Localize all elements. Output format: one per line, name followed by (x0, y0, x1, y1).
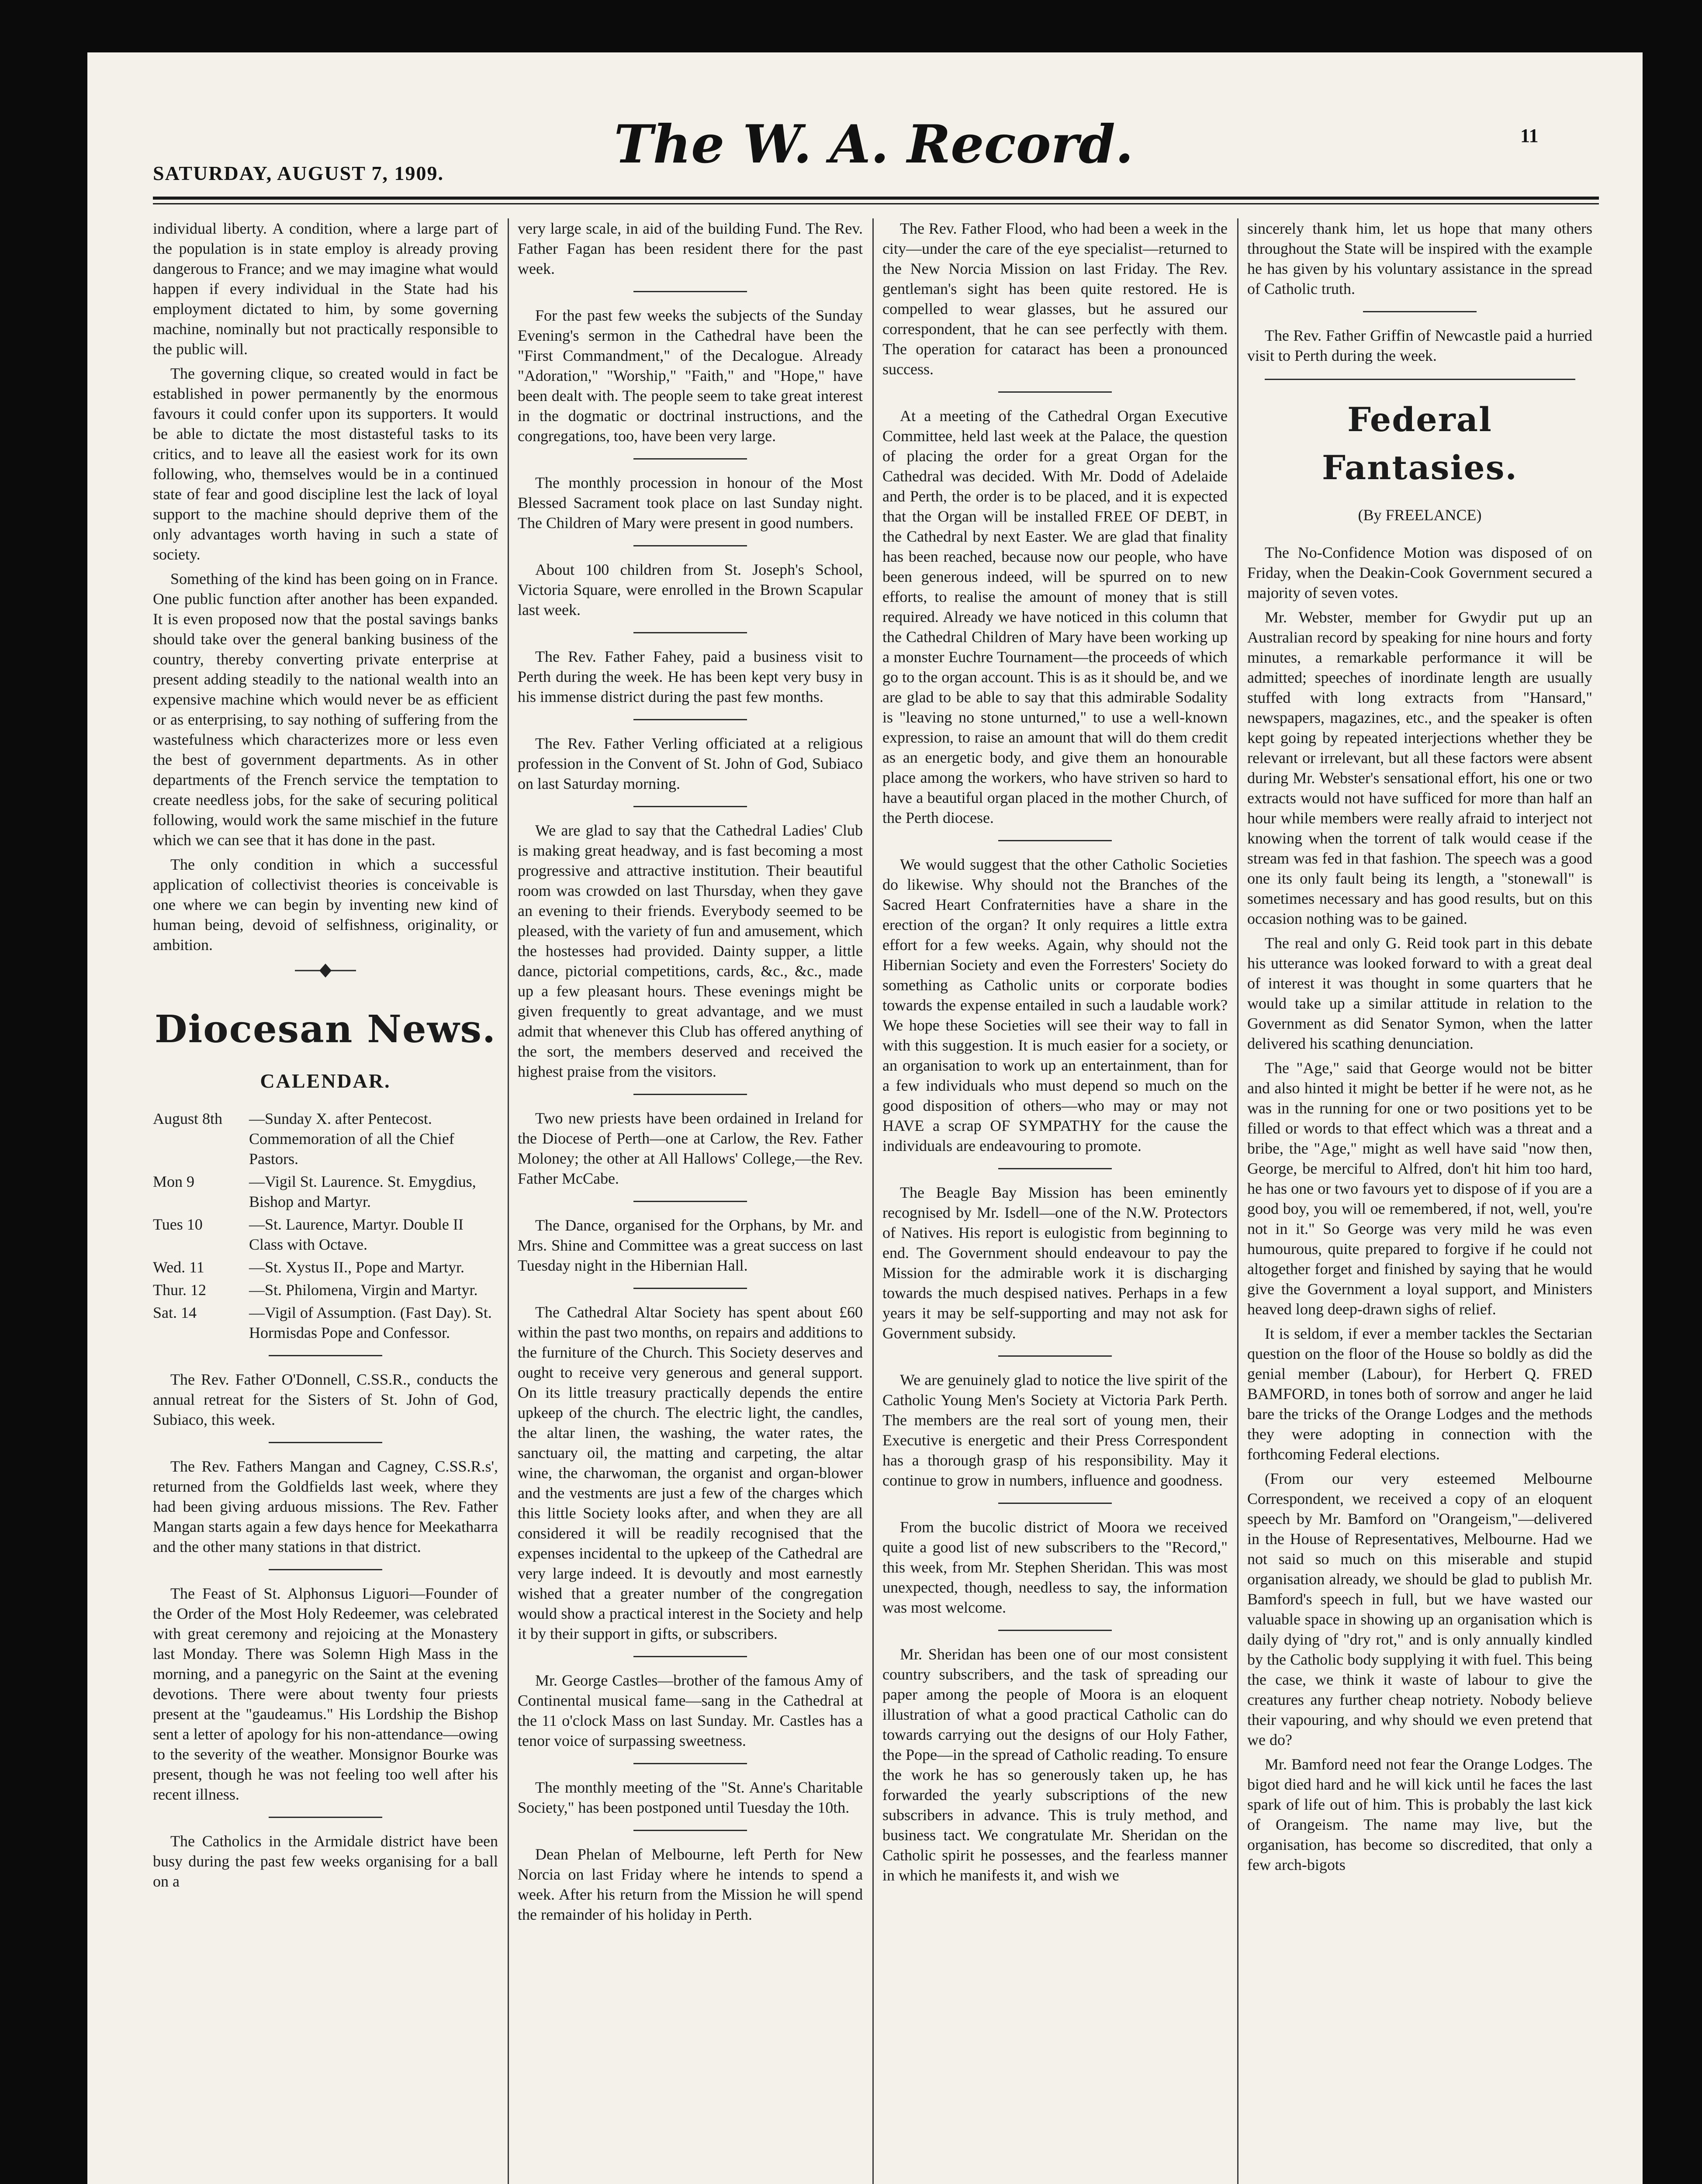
item-separator (633, 806, 747, 807)
news-item: The Rev. Father Flood, who had been a week in the city—under the care of the eye specialist—returned to the New Norcia Mission on last Friday. The Rev. gentleman's sight has been quite restored. He is compelled to wear glasses, but he assured our correspondent, that he can see perfectly with them. The operation for cataract has been a pronounced success. (882, 220, 1228, 378)
article-paragraph: The "Age," said that George would not be bitter and also hinted it might be better if he were not, as he was in the running for one or two positions yet to be filled or words to that effect which was a threat and a bribe, the "Age," might as well have said "now then, George, be merciful to Alfred, don't hit him too hard, he has one or two favours yet to dispose of if you are a good boy, you will oe remembered, if not, well, you're not in it." So George was very mild he was even humourous, quite prepared to forgive if he could not altogether forget and finished by saying that he would give the Government a loyal support, and Ministers heaved long deep-drawn sighs of relief. (1247, 1059, 1592, 1318)
article-paragraph: individual liberty. A condition, where a large part of the population is in state employ is already proving dangerous to France; and we may imagine what would happen if every individual in the State had his employment dictated to him, by some governing machine, nominally but not practically responsible to the public will. (153, 220, 498, 358)
calendar-text: —Sunday X. after Pentecost. Commemoration of all the Chief Pastors. (249, 1110, 454, 1168)
section-rule (1265, 379, 1575, 380)
item-separator (633, 291, 747, 292)
item-separator (633, 632, 747, 633)
item-separator (633, 1763, 747, 1764)
news-item: The monthly procession in honour of the Most Blessed Sacrament took place on last Sunday night. The Children of Mary were present in good numbers. (518, 474, 863, 532)
item-separator (269, 1569, 382, 1570)
item-separator (998, 840, 1112, 841)
calendar-date: Sat. 14 (153, 1304, 197, 1321)
calendar-text: —Vigil St. Laurence. St. Emygdius, Bishop and Martyr. (249, 1173, 476, 1210)
news-item: From the bucolic district of Moora we received quite a good list of new subscribers to the "Record," this week, from Mr. Stephen Sheridan. This was most unexpected, though, needless to say, the information was most welcome. (882, 1518, 1228, 1616)
item-separator (269, 1442, 382, 1443)
article-paragraph: The real and only G. Reid took part in this debate his utterance was looked forward to with a great deal of interest it was thought in some quarters that he would take up a similar attitude in relation to the Government as did Senator Symon, when the latter delivered his scathing denunciation. (1247, 934, 1592, 1052)
news-item: About 100 children from St. Joseph's School, Victoria Square, were enrolled in the Brown Scapular last week. (518, 561, 863, 619)
news-item: The Feast of St. Alphonsus Liguori—Founder of the Order of the Most Holy Redeemer, was celebrated with great ceremony and rejoicing at the Monastery last Monday. There was Solemn High Mass in the morning, and a panegyric on the Saint at the evening devotions. There were about twenty four priests present at the "gaudeamus." His Lordship the Bishop sent a letter of apology for his non-attendance—owing to the severity of the weather. Monsignor Bourke was present, though he was not feeling too well after his recent illness. (153, 1585, 498, 1803)
item-separator (1363, 311, 1477, 312)
news-item: The Rev. Fathers Mangan and Cagney, C.SS.R.s', returned from the Goldfields last week, where they had been giving arduous missions. The Rev. Father Mangan starts again a few days hence for Meekatharra and the other many stations in that district. (153, 1458, 498, 1555)
news-item: The Rev. Father Griffin of Newcastle paid a hurried visit to Perth during the week. (1247, 327, 1592, 364)
masthead-rule (153, 197, 1599, 200)
item-separator (998, 1503, 1112, 1504)
article-paragraph: The governing clique, so created would in fact be established in power permanently by the enormous favours it could confer upon its supporters. It would be able to dictate the most distasteful tasks to its critics, and to leave all the easiest work for its own following, who, themselves would be in a continued state of fear and good discipline lest the lack of loyal support to the machine should deprive them of the only advantages worth having in such a state of society. (153, 365, 498, 563)
news-item: Mr. Sheridan has been one of our most consistent country subscribers, and the task of spreading our paper among the people of Moora is an eloquent illustration of what a good practical Catholic can do towards carrying out the designs of our Holy Father, the Pope—in the spread of Catholic reading. To ensure the work he has so generously taken up, he has forwarded the yearly subscriptions of the new subscribers in advance. This is truly method, and business tact. We congratulate Mr. Sheridan on the Catholic spirit he possesses, and the fearless manner in which he manifests it, and wish we (882, 1645, 1228, 1884)
article-paragraph: Something of the kind has been going on in France. One public function after another has been expanded. It is even proposed now that the postal savings banks should take over the general banking business of the country, thereby converting private enterprise at present adding steadily to the national wealth into an expensive machine which would never be as efficient or as enterprising, to say nothing of suffering from the wastefulness which characterizes more or less even the best of government departments. As in other departments of the French service the temptation to create needless jobs, for the sake of securing political following, would work the same mischief in the future which we can see that it has done in the past. (153, 570, 498, 849)
calendar-text: —Vigil of Assumption. (Fast Day). St. Hormisdas Pope and Confessor. (249, 1304, 492, 1341)
news-item: sincerely thank him, let us hope that many others throughout the State will be inspired with the example he has given by his voluntary assistance in the spread of Catholic truth. (1247, 220, 1592, 297)
newspaper-page (87, 52, 1643, 2184)
news-item: At a meeting of the Cathedral Organ Executive Committee, held last week at the Palace, the question of placing the order for a great Organ for the Cathedral was decided. With Mr. Dodd of Adelaide and Perth, the order is to be placed, and it is expected that the Organ will be installed FREE OF DEBT, in the Cathedral by next Easter. We are glad that finality has been reached, because now our people, who have been generous indeed, will be spurred on to new efforts, to realise the amount of money that is still required. Already we have noticed in this column that the Cathedral Children of Mary have been working up a monster Euchre Tournament—the proceeds of which go to the organ account. This is as it should be, and we are glad to be able to say that this admirable Sodality is "leaving no stone unturned," to use a well-known expression, to raise an amount that will do them credit as an energetic body, and give them an honourable place among the workers, who have striven so hard to have a beautiful organ placed in the mother Church, of the Perth diocese. (882, 407, 1228, 826)
column-rule (1237, 218, 1238, 2184)
news-item: Dean Phelan of Melbourne, left Perth for New Norcia on last Friday where he intends to spend a week. After his return from the Mission he will spend the remainder of his holiday in Perth. (518, 1845, 863, 1923)
column-4 (1247, 218, 1592, 2184)
news-item: The Catholics in the Armidale district have been busy during the past few weeks organising for a ball on a (153, 1832, 498, 1890)
news-item: The Cathedral Altar Society has spent about £60 within the past two months, on repairs and additions to the furniture of the Church. This Society deserves and ought to receive very generous and general support. On its little treasury practically depends the entire upkeep of the church. The electric light, the candles, the altar linen, the washing, the water rates, the sanctuary oil, the matting and carpeting, the altar wine, the charwoman, the organist and organ-blower and the vestments are just a few of the charges which this little Society looks after, and when they are all considered it will be readily recognised that the expenses incidental to the upkeep of the Cathedral are very large indeed. It is devoutly and most earnestly wished that a greater number of the congregation would show a practical interest in the Society and help it by their support in gifts, or subscribers. (518, 1303, 863, 1642)
calendar-entry (153, 1257, 498, 1277)
item-separator (633, 545, 747, 546)
article-paragraph: Mr. Bamford need not fear the Orange Lodges. The bigot died hard and he will kick until he faces the last spark of life out of him. This is probably the last kick of Orangeism. The name may live, but the organisation, has become so discredited, that only a few arch-bigots (1247, 1755, 1592, 1873)
calendar-entry (153, 1303, 498, 1343)
item-separator (998, 1168, 1112, 1169)
issue-date: SATURDAY, AUGUST 7, 1909. (153, 162, 444, 184)
calendar-entry (153, 1109, 498, 1169)
calendar-text: —St. Xystus II., Pope and Martyr. (249, 1258, 464, 1276)
news-item: The Rev. Father Fahey, paid a business visit to Perth during the week. He has been kept very busy in his immense district during the past few months. (518, 648, 863, 705)
news-item: We are glad to say that the Cathedral Ladies' Club is making great headway, and is fast becoming a most progressive and attractive institution. Their beautiful room was crowded on last Thursday, when they gave an evening to their friends. Everybody seemed to be pleased, with the variety of fun and amusement, which the hostesses had provided. Dainty supper, a little dance, pictorial competitions, cards, &c., &c., made up a few pleasant hours. These evenings might be given frequently to great advantage, and we must admit that whenever this Club has offered anything of the sort, the members deserved and received the highest praise from the visitors. (518, 822, 863, 1080)
item-separator (633, 1830, 747, 1831)
news-item: Two new priests have been ordained in Ireland for the Diocese of Perth—one at Carlow, the Rev. Father Moloney; the other at All Hallows' College,—the Rev. Father McCabe. (518, 1109, 863, 1187)
masthead-rule-thin (153, 203, 1599, 204)
news-item: The Rev. Father O'Donnell, C.SS.R., conducts the annual retreat for the Sisters of St. John of God, Subiaco, this week. (153, 1371, 498, 1428)
news-item: We would suggest that the other Catholic Societies do likewise. Why should not the Branches of the Sacred Heart Confraternities have a share in the erection of the organ? It only requires a little extra effort for a few weeks. Again, why should not the Hibernian Society and even the Forresters' Society do something as Catholic units or corporate bodies towards the expense entailed in such a laudable work? We hope these Societies will see their way to fall in with this suggestion. It is much easier for a society, or an organisation to work up an entertainment, than for a few individuals who must depend so much on the good disposition of others—who may or may not HAVE a scrap OF SYMPATHY for the cause the individuals are endeavouring to promote. (882, 856, 1228, 1154)
newspaper-title: The W. A. Record. (614, 114, 1134, 175)
news-item: The Rev. Father Verling officiated at a religious profession in the Convent of St. John of God, Subiaco on last Saturday morning. (518, 735, 863, 792)
article-paragraph: The No-Confidence Motion was disposed of on Friday, when the Deakin-Cook Government secured a majority of seven votes. (1247, 544, 1592, 601)
item-separator (998, 1630, 1112, 1631)
calendar-text: —St. Laurence, Martyr. Double II Class with Octave. (249, 1216, 464, 1253)
calendar-date: Mon 9 (153, 1173, 195, 1190)
section-heading: Diocesan News. (154, 1007, 496, 1051)
news-item: We are genuinely glad to notice the live spirit of the Catholic Young Men's Society at Victoria Park Perth. The members are the real sort of young men, their Executive is energetic and their Press Correspondent has a thorough grasp of his responsibility. May it continue to grow in numbers, influence and goodness. (882, 1371, 1228, 1489)
item-separator (269, 1817, 382, 1818)
section-heading: Federal Fantasies. (1322, 400, 1518, 487)
calendar-entry (153, 1280, 498, 1300)
article-paragraph: (From our very esteemed Melbourne Correspondent, we received a copy of an eloquent speech by Mr. Bamford on "Orangeism,"—delivered in the House of Representatives, Melbourne. Had we not said so much on this miserable and stupid organisation already, we should be glad to publish Mr. Bamford's speech in full, but we have wasted our valuable space in showing up an organisation which is daily dying of "dry rot," and is only annually kindled by the Catholic body supplying it with fuel. This being the case, we think it waste of labour to give the creatures any further cheap notriety. Nobody believe their vapouring, and why should we even pretend that we do? (1247, 1470, 1592, 1749)
calendar-date: Tues 10 (153, 1216, 203, 1233)
calendar-date: Wed. 11 (153, 1258, 204, 1276)
item-separator (998, 391, 1112, 393)
calendar-entry (153, 1171, 498, 1212)
article-paragraph: Mr. Webster, member for Gwydir put up an Australian record by speaking for nine hours and forty minutes, a remarkable performance it will be admitted; speeches of inordinate length are usually stuffed with long extracts from "Hansard," newspapers, magazines, etc., and the speaker is often kept going by repeated interjections whether they be relevant or irrelevant, but all these factors were absent during Mr. Webster's sensational effort, his one or two extracts would not have sufficed for more than half an hour while members were really afraid to interject not knowing when the torrent of talk would cease if the stream was fed in that fashion. The speech was a good one its only fault being its length, a "stonewall" is sometimes necessary and has good results, but on this occasion nothing was to be gained. (1247, 608, 1592, 927)
calendar-entry (153, 1214, 498, 1254)
column-2 (518, 218, 863, 2184)
column-rule (508, 218, 509, 2184)
item-separator (633, 1201, 747, 1202)
item-separator (633, 1094, 747, 1095)
calendar-date: August 8th (153, 1110, 223, 1127)
news-item: The monthly meeting of the "St. Anne's Charitable Society," has been postponed until Tuesday the 10th. (518, 1779, 863, 1816)
column-1 (153, 218, 498, 2184)
byline: (By FREELANCE) (1358, 506, 1482, 524)
item-separator (633, 1288, 747, 1289)
item-separator (269, 1355, 382, 1356)
news-item: Mr. George Castles—brother of the famous Amy of Continental musical fame—sang in the Cathedral at the 11 o'clock Mass on last Sunday. Mr. Castles has a tenor voice of surpassing sweetness. (518, 1672, 863, 1749)
column-rule (872, 218, 874, 2184)
ornament-icon (295, 962, 356, 979)
page-number: 11 (1520, 125, 1539, 146)
ornament-divider (153, 962, 498, 984)
calendar-heading: CALENDAR. (260, 1070, 391, 1092)
calendar-list (153, 1109, 498, 1343)
calendar-text: —St. Philomena, Virgin and Martyr. (249, 1281, 478, 1299)
item-separator (633, 458, 747, 460)
item-separator (633, 719, 747, 720)
news-item: very large scale, in aid of the building Fund. The Rev. Father Fagan has been resident there for the past week. (518, 220, 863, 277)
news-item: For the past few weeks the subjects of the Sunday Evening's sermon in the Cathedral have been the "First Commandment," of the Decalogue. Already "Adoration," "Worship," "Faith," and "Hope," have been dealt with. The people seem to take great interest in the dogmatic or doctrinal instructions, and the congregations, too, have been very large. (518, 307, 863, 445)
item-separator (633, 1656, 747, 1657)
calendar-date: Thur. 12 (153, 1281, 206, 1299)
news-item: The Dance, organised for the Orphans, by Mr. and Mrs. Shine and Committee was a great success on last Tuesday night in the Hibernian Hall. (518, 1216, 863, 1274)
article-paragraph: It is seldom, if ever a member tackles the Sectarian question on the floor of the House so boldly as did the genial member (Labour), for Herbert Q. FRED BAMFORD, in tones both of sorrow and anger he laid bare the tricks of the Orange Lodges and the methods they were adopting in connection with the forthcoming Federal elections. (1247, 1325, 1592, 1463)
item-separator (998, 1355, 1112, 1357)
article-paragraph: The only condition in which a successful application of collectivist theories is conceivable is one where we can begin by inventing new kind of human being, devoid of selfishness, originality, or ambition. (153, 856, 498, 954)
column-3 (882, 218, 1228, 2184)
news-item: The Beagle Bay Mission has been eminently recognised by Mr. Isdell—one of the N.W. Protectors of Natives. His report is eulogistic from beginning to end. The Government should endeavour to pay the Mission for the admirable work it is discharging towards the much despised natives. Perhaps in a few years it may be self-supporting and may not ask for Government subsidy. (882, 1184, 1228, 1342)
